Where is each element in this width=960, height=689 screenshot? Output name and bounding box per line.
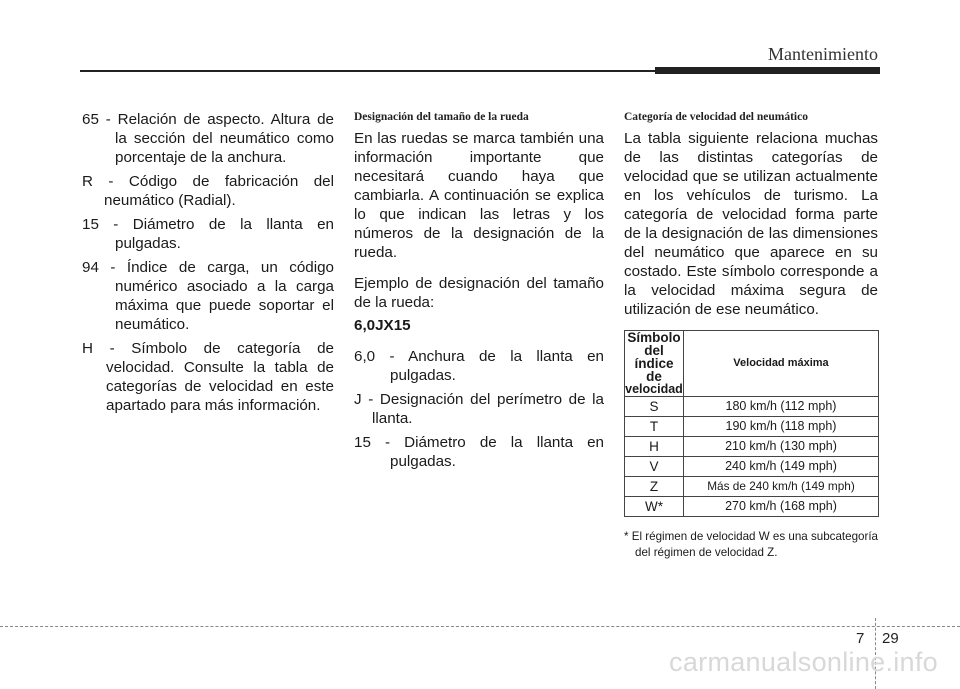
definition-item	[82, 339, 334, 415]
definition-item	[354, 433, 604, 471]
definition-item	[354, 390, 604, 428]
header-rule	[80, 70, 655, 72]
table-row	[625, 477, 879, 497]
speed-value: 190 km/h (118 mph)	[684, 417, 879, 437]
definition-text: Diámetro de la llanta en pulgadas.	[390, 434, 605, 470]
definition-text: Código de fabricación del neumático (Radial).	[104, 173, 334, 209]
table-row	[625, 397, 879, 417]
column-speed-rating	[624, 110, 878, 573]
header-max-speed: Velocidad máxima	[684, 331, 879, 397]
speed-symbol: W*	[625, 497, 684, 517]
definition-text: Anchura de la llanta en pulgadas.	[390, 348, 604, 384]
column-wheel-size	[354, 110, 604, 476]
speed-value: 180 km/h (112 mph)	[684, 397, 879, 417]
header-symbol-line: índice de	[634, 356, 674, 384]
speed-rating-table	[624, 330, 879, 517]
definition-code: 65 -	[82, 111, 111, 128]
definition-code: 15 -	[82, 216, 119, 233]
definition-item	[82, 215, 334, 253]
chapter-number: 7	[856, 630, 865, 647]
definition-item	[354, 347, 604, 385]
speed-symbol: T	[625, 417, 684, 437]
definition-text: Símbolo de categoría de velocidad. Consulte la tabla de categorías de velocidad en este apartado para más información.	[106, 340, 334, 414]
definition-item	[82, 172, 334, 210]
paragraph: Ejemplo de designación del tamaño de la rueda:	[354, 275, 604, 311]
speed-symbol: V	[625, 457, 684, 477]
watermark: carmanualsonline.info	[669, 647, 938, 677]
page-number: 29	[882, 630, 899, 647]
section-heading: Designación del tamaño de la rueda	[354, 111, 529, 123]
table-row	[625, 437, 879, 457]
paragraph: En las ruedas se marca también una información importante que necesitará cuando haya que cambiarla. A continuación se explica lo que indican las letras y los números de la designación de la rueda.	[354, 130, 604, 261]
table-row	[625, 457, 879, 477]
definition-code: R -	[82, 173, 114, 190]
speed-value: Más de 240 km/h (149 mph)	[684, 477, 879, 497]
definition-item	[82, 258, 334, 334]
header-symbol-line: velocidad	[625, 382, 683, 396]
definition-text: Relación de aspecto. Altura de la sección del neumático como porcentaje de la anchura.	[115, 111, 335, 166]
paragraph: La tabla siguiente relaciona muchas de las distintas categorías de velocidad que se utilizan actualmente en los vehículos de turismo. La categoría de velocidad forma parte de la designación de las dimensiones del neumático que aparece en su costado. Este símbolo corresponde a la velocidad máxima segura de utilización de ese neumático.	[624, 130, 878, 318]
table-header-row	[625, 331, 879, 397]
definition-code: H -	[82, 340, 115, 357]
definition-code: 15 -	[354, 434, 391, 451]
header-symbol-line: Símbolo del	[627, 330, 681, 358]
definition-code: 94 -	[82, 259, 116, 276]
definition-code: J -	[354, 391, 374, 408]
running-head-title: Mantenimiento	[768, 44, 878, 64]
wheel-designation-example: 6,0JX15	[354, 317, 411, 334]
table-row	[625, 497, 879, 517]
definition-code: 6,0 -	[354, 348, 395, 365]
header-symbol	[625, 331, 684, 397]
section-heading: Categoría de velocidad del neumático	[624, 111, 808, 123]
column-tire-code-definitions	[82, 110, 334, 420]
speed-value: 270 km/h (168 mph)	[684, 497, 879, 517]
footer-rule	[0, 626, 960, 627]
speed-value: 210 km/h (130 mph)	[684, 437, 879, 457]
speed-value: 240 km/h (149 mph)	[684, 457, 879, 477]
header-rule-thick	[655, 67, 880, 74]
table-row	[625, 417, 879, 437]
definition-text: Designación del perímetro de la llanta.	[372, 391, 604, 427]
definition-text: Diámetro de la llanta en pulgadas.	[115, 216, 334, 252]
speed-symbol: S	[625, 397, 684, 417]
definition-text: Índice de carga, un código numérico asociado a la carga máxima que puede soportar el neumático.	[115, 259, 334, 333]
definition-item	[82, 110, 334, 167]
table-footnote: * El régimen de velocidad W es una subcategoría del régimen de velocidad Z.	[624, 530, 878, 559]
speed-symbol: H	[625, 437, 684, 457]
speed-symbol: Z	[625, 477, 684, 497]
